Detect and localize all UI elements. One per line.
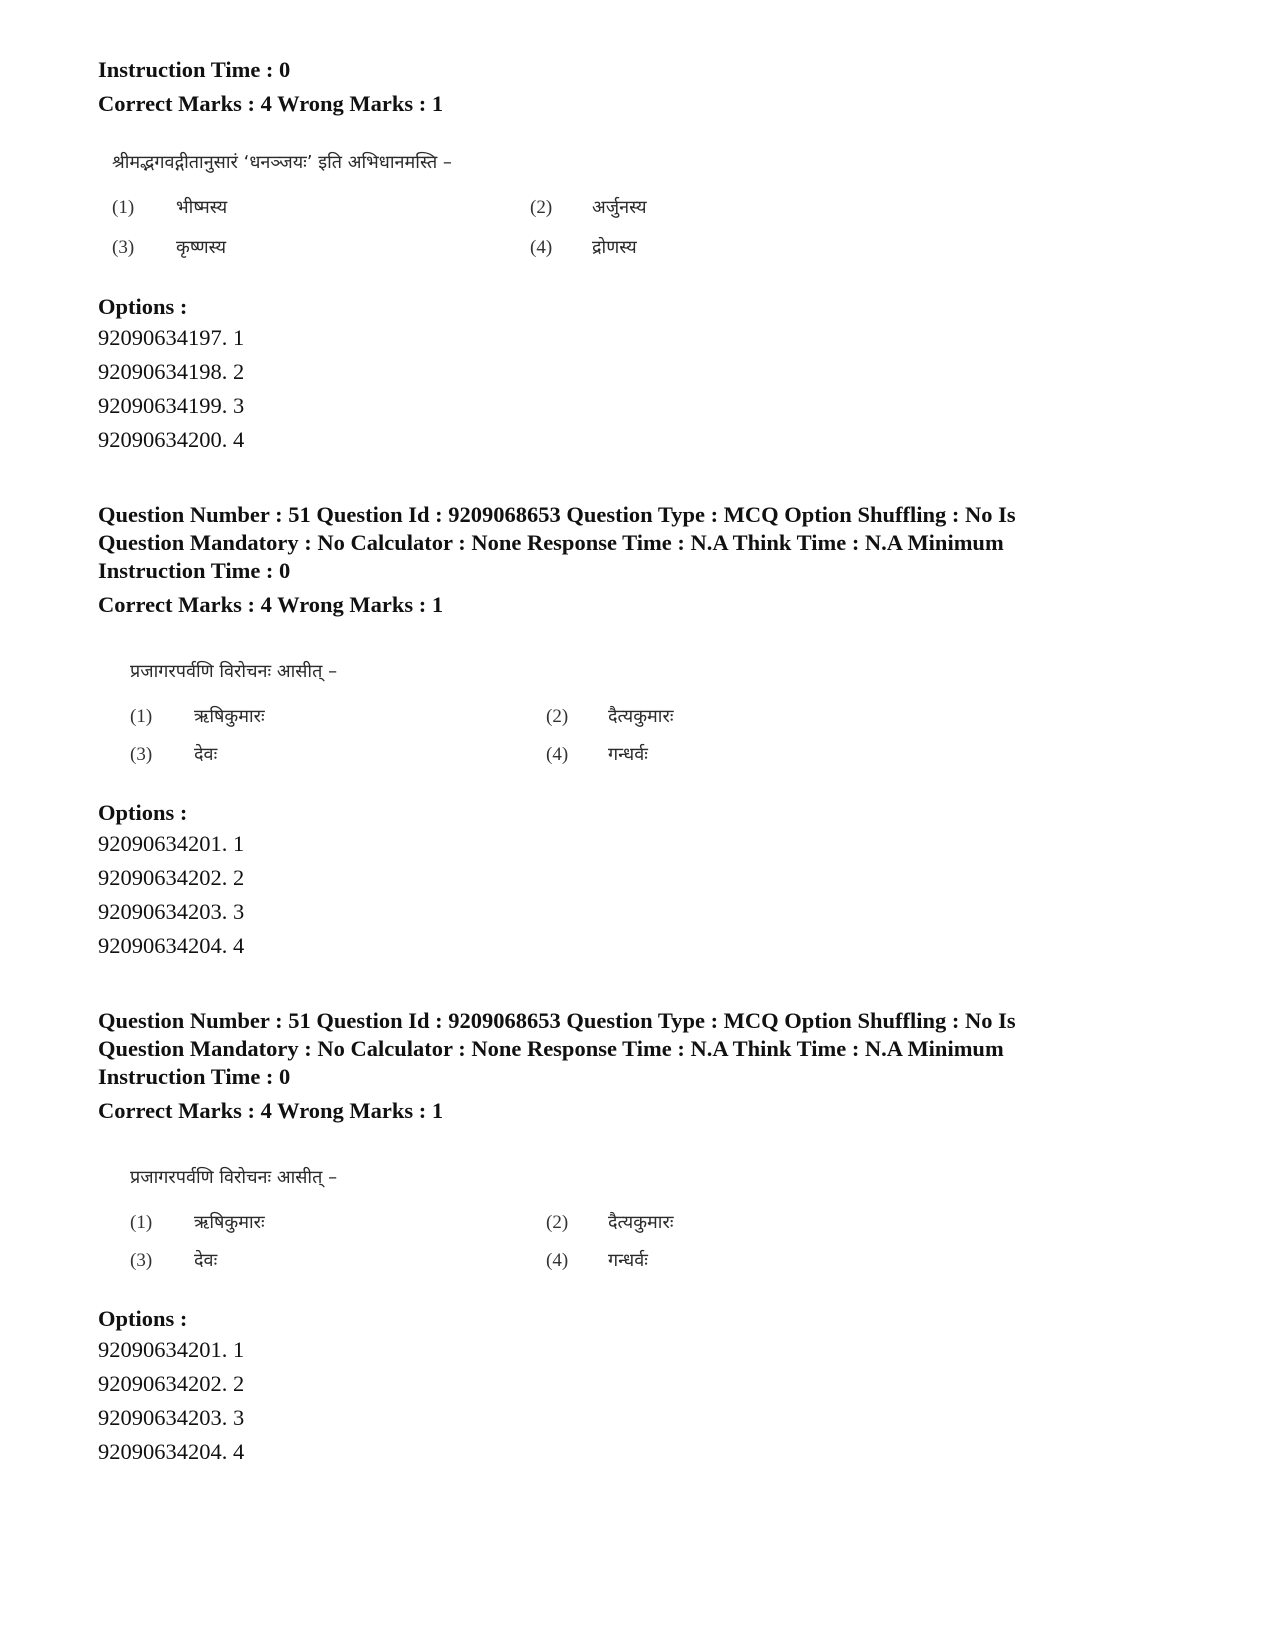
option-text: कृष्णस्य bbox=[176, 237, 227, 258]
option-id-line: 92090634203. 3 bbox=[98, 899, 245, 924]
options-label: Options : bbox=[98, 294, 188, 319]
instruction-time: Instruction Time : 0 bbox=[98, 57, 291, 82]
option-number: (1) bbox=[130, 706, 153, 727]
question-meta-line: Question Mandatory : No Calculator : None Response Time : N.A Think Time : N.A Minimum bbox=[98, 1036, 1004, 1061]
question-meta-line: Question Number : 51 Question Id : 9209068653 Question Type : MCQ Option Shuffling : No Is bbox=[98, 502, 1016, 527]
option-text: देवः bbox=[194, 744, 218, 765]
question-image bbox=[98, 619, 1198, 799]
option-id-line: 92090634202. 2 bbox=[98, 1371, 245, 1396]
option-number: (4) bbox=[530, 237, 553, 258]
option-text: देवः bbox=[194, 1250, 218, 1271]
question-meta-line: Question Mandatory : No Calculator : None Response Time : N.A Think Time : N.A Minimum bbox=[98, 530, 1004, 555]
question-image bbox=[98, 1125, 1198, 1305]
option-number: (2) bbox=[546, 706, 569, 727]
option-number: (2) bbox=[546, 1212, 569, 1233]
option-id-line: 92090634204. 4 bbox=[98, 1439, 245, 1464]
option-text: ऋषिकुमारः bbox=[194, 1212, 265, 1233]
marks-line: Correct Marks : 4 Wrong Marks : 1 bbox=[98, 1098, 444, 1123]
option-number: (3) bbox=[112, 237, 135, 258]
question-stem: प्रजागरपर्वणि विरोचनः आसीत् – bbox=[130, 661, 338, 682]
question-block-3 bbox=[98, 1007, 1198, 1469]
option-text: दैत्यकुमारः bbox=[608, 1212, 674, 1233]
option-id-line: 92090634200. 4 bbox=[98, 427, 245, 452]
option-id-line: 92090634203. 3 bbox=[98, 1405, 245, 1430]
question-block-1 bbox=[98, 56, 1198, 457]
question-stem: श्रीमद्भगवद्गीतानुसारं ‘धनञ्जयः’ इति अभिधानमस्ति – bbox=[112, 152, 452, 173]
option-number: (1) bbox=[130, 1212, 153, 1233]
question-stem: प्रजागरपर्वणि विरोचनः आसीत् – bbox=[130, 1167, 338, 1188]
option-number: (2) bbox=[530, 197, 553, 218]
option-id-line: 92090634202. 2 bbox=[98, 865, 245, 890]
option-id-line: 92090634197. 1 bbox=[98, 325, 245, 350]
option-id-line: 92090634201. 1 bbox=[98, 1337, 245, 1362]
option-text: दैत्यकुमारः bbox=[608, 706, 674, 727]
option-number: (4) bbox=[546, 744, 569, 765]
option-text: गन्धर्वः bbox=[608, 1250, 648, 1271]
question-meta-line: Question Number : 51 Question Id : 9209068653 Question Type : MCQ Option Shuffling : No Is bbox=[98, 1008, 1016, 1033]
option-number: (1) bbox=[112, 197, 135, 218]
instruction-time: Instruction Time : 0 bbox=[98, 558, 291, 583]
document-page bbox=[98, 56, 1198, 1469]
option-id-line: 92090634201. 1 bbox=[98, 831, 245, 856]
question-image bbox=[98, 118, 1198, 293]
option-text: अर्जुनस्य bbox=[592, 197, 647, 218]
marks-line: Correct Marks : 4 Wrong Marks : 1 bbox=[98, 91, 444, 116]
options-label: Options : bbox=[98, 800, 188, 825]
option-id-line: 92090634198. 2 bbox=[98, 359, 245, 384]
option-number: (4) bbox=[546, 1250, 569, 1271]
option-number: (3) bbox=[130, 1250, 153, 1271]
option-text: द्रोणस्य bbox=[592, 237, 637, 258]
marks-line: Correct Marks : 4 Wrong Marks : 1 bbox=[98, 592, 444, 617]
option-text: भीष्मस्य bbox=[176, 197, 228, 218]
option-number: (3) bbox=[130, 744, 153, 765]
question-block-2 bbox=[98, 501, 1198, 963]
option-id-line: 92090634204. 4 bbox=[98, 933, 245, 958]
option-text: गन्धर्वः bbox=[608, 744, 648, 765]
option-id-line: 92090634199. 3 bbox=[98, 393, 245, 418]
options-label: Options : bbox=[98, 1306, 188, 1331]
option-text: ऋषिकुमारः bbox=[194, 706, 265, 727]
instruction-time: Instruction Time : 0 bbox=[98, 1064, 291, 1089]
